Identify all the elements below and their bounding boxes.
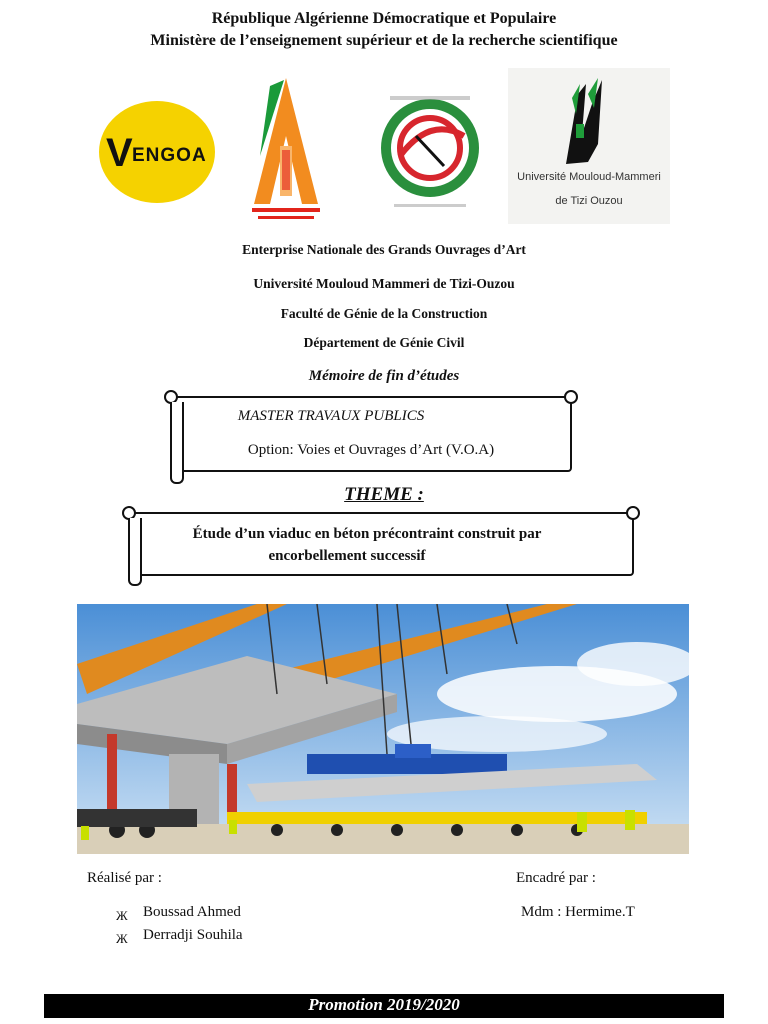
bullet-icon: Ж bbox=[116, 931, 128, 946]
republic-header: République Algérienne Démocratique et Populaire bbox=[211, 10, 557, 27]
encadre-par-label: Encadré par : bbox=[516, 870, 596, 886]
bullet-icon: Ж bbox=[116, 908, 128, 923]
department-name: Département de Génie Civil bbox=[303, 335, 465, 350]
degree-title: MASTER TRAVAUX PUBLICS bbox=[237, 408, 425, 424]
author-1: Boussad Ahmed bbox=[143, 904, 241, 920]
company-name: Enterprise Nationale des Grands Ouvrages d’Art bbox=[242, 242, 526, 257]
vengoa-logo bbox=[98, 100, 216, 204]
memoire-label: Mémoire de fin d’études bbox=[308, 368, 460, 384]
vengoa-letter: V bbox=[106, 131, 133, 175]
university-name: Université Mouloud Mammeri de Tizi-Ouzou bbox=[253, 276, 515, 291]
title-banner bbox=[128, 512, 634, 576]
faculty-name: Faculté de Génie de la Construction bbox=[280, 306, 488, 321]
author-2: Derradji Souhila bbox=[143, 927, 243, 943]
viaduct-construction-photo bbox=[77, 604, 689, 854]
thesis-title-line-2: encorbellement successif bbox=[268, 548, 426, 564]
degree-option: Option: Voies et Ouvrages d’Art (V.O.A) bbox=[247, 442, 495, 458]
ministry-public-works-logo bbox=[380, 76, 480, 221]
ummto-logo-text-2: de Tizi Ouzou bbox=[555, 195, 623, 207]
ummto-logo-text-1: Université Mouloud-Mammeri bbox=[517, 171, 661, 183]
vengoa-text: ENGOA bbox=[132, 145, 207, 166]
realise-par-label: Réalisé par : bbox=[87, 870, 162, 886]
ummto-logo bbox=[508, 68, 670, 224]
thesis-title-line-1: Étude d’un viaduc en béton précontraint construit par bbox=[192, 526, 542, 542]
theme-label: THEME : bbox=[344, 484, 424, 505]
ana-logo bbox=[250, 76, 322, 226]
supervisor-name: Mdm : Hermime.T bbox=[521, 904, 635, 920]
promotion-text: Promotion 2019/2020 bbox=[308, 995, 460, 1014]
ministry-header: Ministère de l’enseignement supérieur et de la recherche scientifique bbox=[150, 32, 618, 49]
degree-banner bbox=[170, 396, 572, 472]
